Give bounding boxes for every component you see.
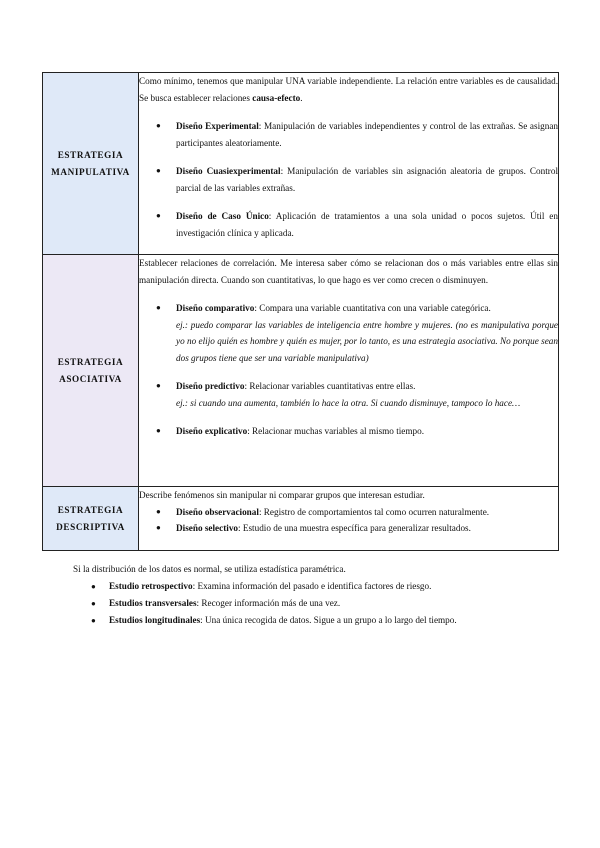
intro-emphasis: causa-efecto bbox=[252, 92, 301, 103]
label-line: ESTRATEGIA bbox=[57, 504, 124, 515]
bullet-icon: ● bbox=[156, 426, 161, 435]
item-desc: : Una única recogida de datos. Sigue a un grupo a lo largo del tiempo. bbox=[200, 615, 457, 625]
item-desc: : Relacionar variables cuantitativas entre ellas. bbox=[244, 381, 416, 391]
label-descriptiva bbox=[43, 487, 139, 551]
label-line: ESTRATEGIA bbox=[57, 149, 124, 160]
item-term: Estudio retrospectivo bbox=[109, 581, 193, 591]
item-term: Diseño comparativo bbox=[176, 303, 255, 313]
bullet-icon: ● bbox=[156, 303, 161, 312]
bullet-icon: ● bbox=[91, 582, 96, 591]
item-desc: : Manipulación de variables sin asignación aleatoria de grupos. Control parcial de las variables extrañas. bbox=[176, 166, 559, 193]
bullet-icon: ● bbox=[91, 616, 96, 625]
list-item bbox=[139, 118, 558, 151]
item-term: Diseño de Caso Único bbox=[176, 211, 269, 221]
content-descriptiva bbox=[139, 487, 559, 551]
item-example: ej.: puedo comparar las variables de inteligencia entre hombre y mujeres. (no es manipulativa porque yo no elijo quién es hombre y quién es mujer, por lo tanto, es una estrategia asociativa. No porque sean dos grupos tiene que ser una variable manipulativa) bbox=[176, 319, 558, 363]
bullet-icon: ● bbox=[156, 523, 161, 532]
intro-paragraph bbox=[139, 73, 558, 106]
item-desc: : Aplicación de tratamientos a una sola unidad o pocos sujetos. Útil en investigación clínica y aplicada. bbox=[176, 211, 558, 238]
list-item bbox=[73, 612, 553, 629]
intro-text: . bbox=[300, 92, 303, 103]
table-row bbox=[43, 255, 559, 487]
bullet-icon: ● bbox=[156, 381, 161, 390]
item-term: Diseño predictivo bbox=[176, 381, 245, 391]
list-item bbox=[139, 208, 558, 241]
item-desc: : Relacionar muchas variables al mismo tiempo. bbox=[247, 426, 425, 436]
list-item bbox=[139, 520, 558, 537]
label-line: ESTRATEGIA bbox=[57, 356, 124, 367]
list-item bbox=[73, 578, 553, 595]
content-asociativa bbox=[139, 255, 559, 487]
after-intro: Si la distribución de los datos es normal, se utiliza estadística paramétrica. bbox=[73, 564, 346, 574]
intro-paragraph: Describe fenómenos sin manipular ni comparar grupos que interesan estudiar. bbox=[139, 490, 425, 500]
label-asociativa bbox=[43, 255, 139, 487]
bullet-icon: ● bbox=[156, 506, 161, 516]
item-desc: : Manipulación de variables independientes y control de las extrañas. Se asignan participantes aleatoriamente. bbox=[176, 121, 558, 148]
list-item bbox=[139, 504, 558, 521]
list-item bbox=[139, 300, 558, 366]
content-manipulativa bbox=[139, 73, 559, 255]
label-line: DESCRIPTIVA bbox=[56, 521, 125, 532]
bullet-icon: ● bbox=[91, 599, 96, 608]
table-row bbox=[43, 487, 559, 551]
label-line: MANIPULATIVA bbox=[51, 166, 130, 177]
label-manipulativa bbox=[43, 73, 139, 255]
item-desc: : Recoger información más de una vez. bbox=[196, 598, 341, 608]
item-term: Diseño Experimental bbox=[176, 121, 259, 131]
bullet-icon: ● bbox=[156, 211, 161, 220]
item-term: Diseño observacional bbox=[176, 506, 259, 517]
bullet-icon: ● bbox=[156, 166, 161, 175]
item-desc: : Examina información del pasado e identifica factores de riesgo. bbox=[192, 581, 432, 591]
item-term: Diseño explicativo bbox=[176, 426, 248, 436]
intro-text: Como mínimo, tenemos que manipular UNA variable independiente. La relación entre variables es de causalidad. Se busca establecer relaciones bbox=[139, 76, 558, 103]
intro-paragraph: Establecer relaciones de correlación. Me interesa saber cómo se relacionan dos o más variables entre ellas sin manipulación directa. Cuando son cuantitativas, lo que hago es ver como crecen o disminuyen. bbox=[139, 258, 558, 285]
list-item bbox=[139, 163, 558, 196]
list-item bbox=[73, 595, 553, 612]
list-item bbox=[139, 423, 558, 440]
strategies-table bbox=[42, 72, 559, 551]
list-item bbox=[139, 378, 558, 411]
bullet-icon: ● bbox=[156, 121, 161, 130]
item-term: Diseño Cuasiexperimental bbox=[176, 166, 281, 176]
item-term: Estudios longitudinales bbox=[109, 615, 201, 625]
item-example: ej.: si cuando una aumenta, también lo hace la otra. Si cuando disminuye, tampoco lo hace… bbox=[176, 397, 521, 408]
item-desc: : Registro de comportamientos tal como ocurren naturalmente. bbox=[258, 506, 490, 517]
item-term: Estudios transversales bbox=[109, 598, 197, 608]
item-term: Diseño selectivo bbox=[176, 523, 239, 533]
item-desc: : Estudio de una muestra específica para generalizar resultados. bbox=[238, 523, 471, 533]
table-row bbox=[43, 73, 559, 255]
after-table-section bbox=[73, 561, 553, 629]
label-line: ASOCIATIVA bbox=[59, 373, 122, 384]
item-desc: : Compara una variable cuantitativa con una variable categórica. bbox=[254, 303, 491, 313]
